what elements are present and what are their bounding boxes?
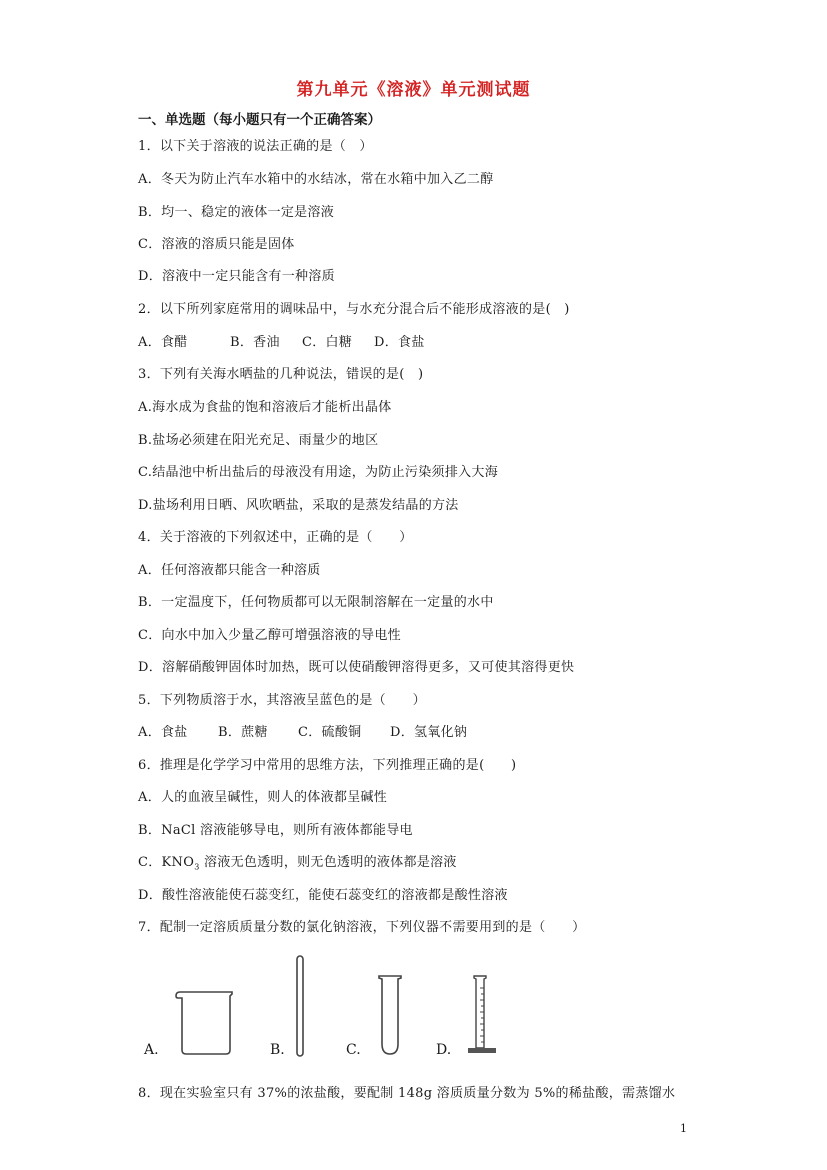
q5-option-c: C．硫酸铜 [298, 725, 362, 740]
q3-stem: 3．下列有关海水晒盐的几种说法，错误的是( ) [138, 367, 424, 382]
test-tube-icon [376, 972, 404, 1058]
q3-option-a: A.海水成为食盐的饱和溶液后才能析出晶体 [138, 400, 392, 415]
q4-stem: 4．关于溶液的下列叙述中，正确的是（ ） [138, 530, 413, 545]
q6-option-c-pre: C．KNO [138, 855, 195, 870]
q7-label-d: D. [436, 1042, 452, 1058]
q5-option-d: D．氢氧化钠 [390, 725, 468, 740]
q1-option-a: A．冬天为防止汽车水箱中的水结冰，常在水箱中加入乙二醇 [138, 172, 494, 187]
q3-option-d: D.盐场利用日晒、风吹晒盐，采取的是蒸发结晶的方法 [138, 498, 459, 513]
q6-option-d: D．酸性溶液能使石蕊变红，能使石蕊变红的溶液都是酸性溶液 [138, 888, 508, 903]
q3-option-c: C.结晶池中析出盐后的母液没有用途，为防止污染须排入大海 [138, 465, 499, 480]
section-heading: 一、单选题（每小题只有一个正确答案） [138, 112, 381, 128]
q6-option-c-post: 溶液无色透明，则无色透明的液体都是溶液 [199, 855, 457, 870]
q7-label-c: C. [346, 1042, 361, 1058]
q8-stem: 8．现在实验室只有 37%的浓盐酸，要配制 148g 溶质质量分数为 5%的稀盐酸，需蒸馏水 [138, 1086, 676, 1101]
q5-option-b: B．蔗糖 [218, 725, 268, 740]
q4-option-a: A．任何溶液都只能含一种溶质 [138, 563, 321, 578]
q2-option-d: D．食盐 [374, 335, 425, 350]
q5-options [138, 721, 467, 740]
q4-option-b: B．一定温度下，任何物质都可以无限制溶解在一定量的水中 [138, 595, 494, 610]
q7-figures [138, 948, 538, 1068]
q5-stem: 5．下列物质溶于水，其溶液呈蓝色的是（ ） [138, 693, 426, 708]
q1-stem: 1．以下关于溶液的说法正确的是（ ） [138, 139, 373, 154]
q6-option-a: A．人的血液呈碱性，则人的体液都呈碱性 [138, 790, 388, 805]
q1-option-d: D．溶液中一定只能含有一种溶质 [138, 269, 335, 284]
q4-option-c: C．向水中加入少量乙醇可增强溶液的导电性 [138, 628, 401, 643]
q1-option-c: C．溶液的溶质只能是固体 [138, 237, 295, 252]
q6-option-c [138, 851, 457, 872]
q7-stem: 7．配制一定溶质质量分数的氯化钠溶液，下列仪器不需要用到的是（ ） [138, 920, 586, 935]
q6-stem: 6．推理是化学学习中常用的思维方法，下列推理正确的是( ) [138, 758, 517, 773]
q5-option-a: A．食盐 [138, 725, 188, 740]
q1-option-b: B．均一、稳定的液体一定是溶液 [138, 205, 335, 220]
q2-option-b: B．香油 [230, 335, 280, 350]
q6-option-c-subscript: 3 [194, 862, 200, 872]
q4-option-d: D．溶解硝酸钾固体时加热，既可以使硝酸钾溶得更多，又可使其溶得更快 [138, 660, 575, 675]
graduated-cylinder-icon [466, 974, 500, 1058]
q7-label-a: A. [144, 1042, 159, 1058]
q2-options [138, 331, 425, 350]
page-number: 1 [680, 1122, 687, 1135]
page-title: 第九单元《溶液》单元测试题 [296, 80, 531, 100]
q7-label-b: B. [270, 1042, 285, 1058]
q6-option-b: B．NaCl 溶液能够导电，则所有液体都能导电 [138, 823, 413, 838]
q2-option-c: C．白糖 [302, 335, 353, 350]
glass-rod-icon [294, 954, 306, 1058]
q3-option-b: B.盐场必须建在阳光充足、雨量少的地区 [138, 433, 379, 448]
beaker-icon [174, 988, 236, 1058]
q2-stem: 2．以下所列家庭常用的调味品中，与水充分混合后不能形成溶液的是( ) [138, 302, 570, 317]
q2-option-a: A．食醋 [138, 335, 188, 350]
